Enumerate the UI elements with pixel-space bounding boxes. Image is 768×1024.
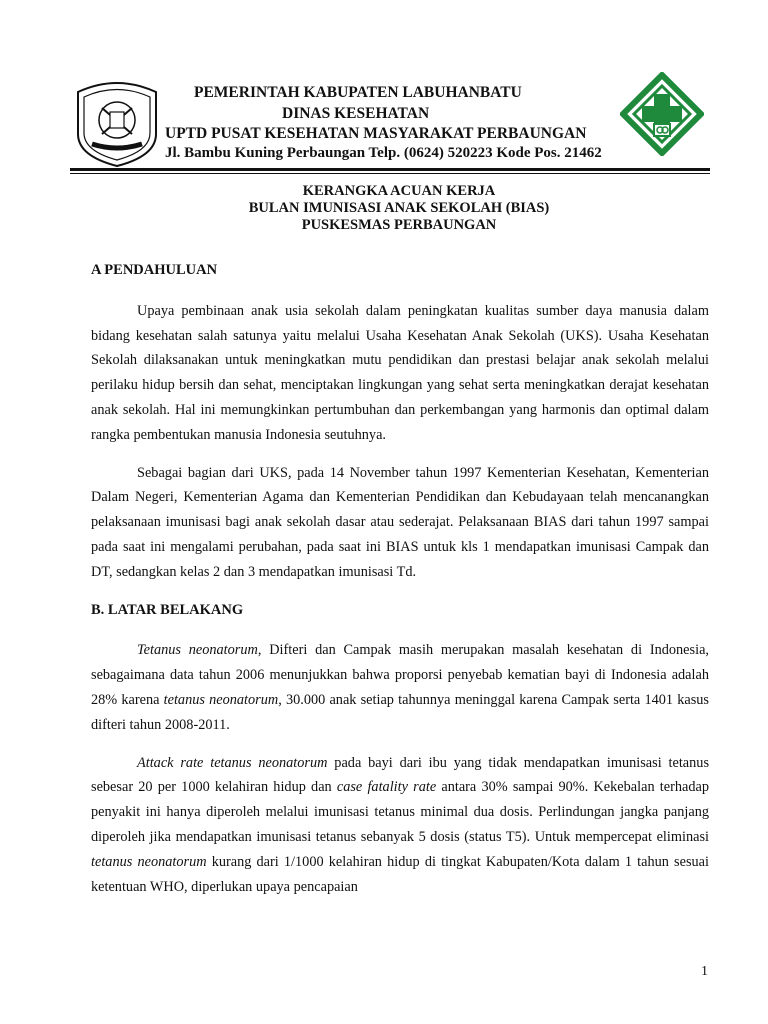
- document-body: [91, 258, 709, 899]
- section-a-paragraph-1: Upaya pembinaan anak usia sekolah dalam peningkatan kualitas sumber daya manusia dalam bidang kesehatan salah satunya yaitu melalui Usaha Kesehatan Anak Sekolah (UKS). Usaha Kesehatan Sekolah dilaksanakan untuk meningkatkan mutu pendidikan dan prestasi belajar anak sekolah melalui perilaku hidup bersih dan sehat, menciptakan lingkungan yang sehat serta meningkatkan derajat kesehatan anak sekolah. Hal ini memungkinkan pertumbuhan dan perkembangan yang harmonis dan optimal dalam rangka pembentukan manusia Indonesia seutuhnya.: [91, 302, 709, 443]
- title-line-1: KERANGKA ACUAN KERJA: [302, 183, 496, 199]
- letterhead-divider-thick: [70, 168, 710, 171]
- section-a-paragraph-2: Sebagai bagian dari UKS, pada 14 November tahun 1997 Kementerian Kesehatan, Kementerian Dalam Negeri, Kementerian Agama dan Kementerian Pendidikan dan Kebudayaan telah mencanangkan pelaksanaan imunisasi bagi anak sekolah dasar atau sederajat. Pelaksanaan BIAS dari tahun 1997 sampai pada saat ini mengalami perubahan, pada saat ini BIAS untuk kls 1 mendapatkan imunisasi Campak dan DT, sedangkan kelas 2 dan 3 mendapatkan imunisasi Td.: [91, 464, 709, 580]
- letterhead-unit: UPTD PUSAT KESEHATAN MASYARAKAT PERBAUNGAN: [165, 125, 587, 142]
- italic-term: Attack rate tetanus neonatorum: [137, 754, 328, 771]
- regency-emblem-icon: [70, 78, 164, 168]
- document-title: [0, 183, 768, 234]
- letterhead-government: PEMERINTAH KABUPATEN LABUHANBATU: [194, 84, 522, 101]
- page-number: 1: [701, 964, 708, 979]
- section-b-heading: B. LATAR BELAKANG: [91, 601, 244, 618]
- section-b-paragraph-2: Attack rate tetanus neonatorum pada bayi dari ibu yang tidak mendapatkan imunisasi tetanus sebesar 20 per 1000 kelahiran hidup dan case fatality rate antara 30% sampai 90%. Kekebalan terhadap penyakit ini hanya diperoleh melalui imunisasi tetanus minimal dua dosis. Perlindungan jangka panjang diperoleh jika mendapatkan imunisasi tetanus sebanyak 5 dosis (status T5). Untuk mempercepat eliminasi tetanus neonatorum kurang dari 1/1000 kelahiran hidup di tingkat Kabupaten/Kota dalam 1 tahun sesuai ketentuan WHO, diperlukan upaya pencapaian: [91, 754, 710, 895]
- letterhead-divider-thin: [70, 173, 710, 174]
- italic-term: case fatality rate: [336, 779, 437, 796]
- puskesmas-logo-icon: [620, 72, 704, 156]
- letterhead-address: Jl. Bambu Kuning Perbaungan Telp. (0624) 520223 Kode Pos. 21462: [165, 145, 602, 161]
- title-line-2: BULAN IMUNISASI ANAK SEKOLAH (BIAS): [248, 200, 550, 216]
- italic-term: Tetanus neonatorum: [137, 642, 258, 659]
- italic-term: tetanus neonatorum: [91, 853, 207, 870]
- section-b-paragraph-1: Tetanus neonatorum, Difteri dan Campak masih merupakan masalah kesehatan di Indonesia, sebagaimana data tahun 2006 menunjukkan bahwa proporsi penyebab kematian bayi di Indonesia adalah 28% karena tetanus neonatorum, 30.000 anak setiap tahunnya meninggal karena Campak serta 1401 kasus difteri tahun 2008-2011.: [91, 642, 709, 733]
- title-line-3: PUSKESMAS PERBAUNGAN: [301, 217, 497, 233]
- section-a-heading: A PENDAHULUAN: [91, 262, 218, 278]
- italic-term: tetanus neonatorum: [163, 691, 279, 708]
- letterhead-department: DINAS KESEHATAN: [282, 105, 430, 122]
